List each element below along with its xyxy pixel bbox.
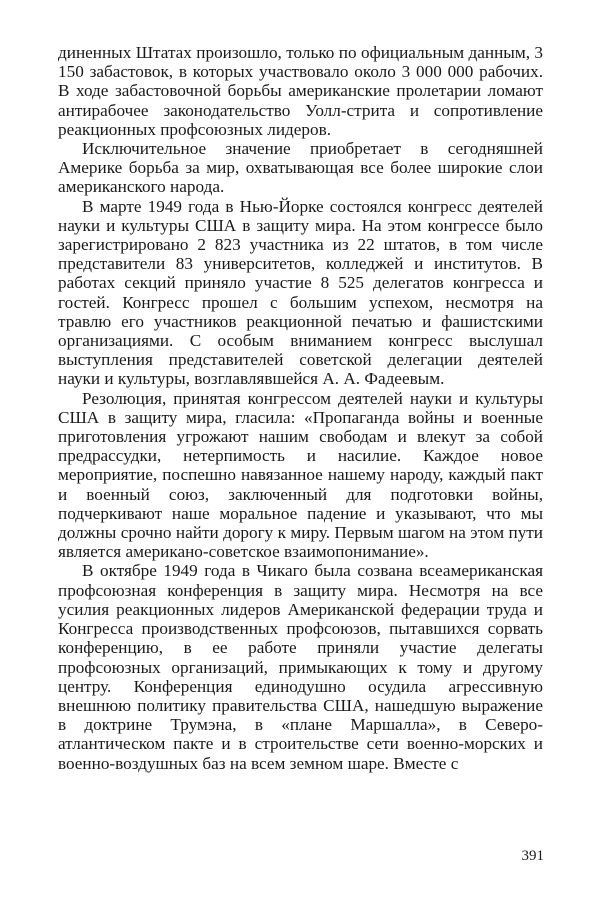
paragraph-chicago-conference: В октябре 1949 года в Чикаго была созвана всеамериканская профсоюзная конференция в защиту мира. Несмотря на все усилия реакционных лидеров Американской федерации труда и Конгресса производственных профсоюзов, пытавшихся сорвать конференцию, в ее работе приняли участие делегаты профсоюзных организаций, примыкающих к тому и другому центру. Конференция единодушно осудила агрессивную внешнюю политику правительства США, нашедшую выражение в доктрине Трумэна, в «плане Маршалла», в Северо-атлантическом пакте и в строительстве сети военно-морских и военно-воздушных баз на всем земном шаре. Вместе с bbox=[58, 561, 543, 773]
paragraph-strikes: диненных Штатах произошло, только по официальным данным, 3 150 забастовок, в которых участвовало около 3 000 000 рабочих. В ходе забастовочной борьбы американские пролетарии ломают антирабочее законодательство Уолл-стрита и сопротивление реакционных профсоюзных лидеров. bbox=[58, 43, 543, 139]
paragraph-resolution: Резолюция, принятая конгрессом деятелей науки и культуры США в защиту мира, гласила: «Пропаганда войны и военные приготовления угрожают нашим свободам и влекут за собой предрассудки, нетерпимость и насилие. Каждое новое мероприятие, поспешно навязанное нашему народу, каждый пакт и военный союз, заключенный для подготовки войны, подчеркивают наше моральное падение и указывают, что мы должны срочно найти дорогу к миру. Первым шагом на этом пути является американо-советское взаимопонимание». bbox=[58, 388, 543, 562]
text-column bbox=[58, 43, 543, 773]
paragraph-peace-struggle: Исключительное значение приобретает в сегодняшней Америке борьба за мир, охватывающая все более широкие слои американского народа. bbox=[58, 139, 543, 197]
paragraph-congress-new-york: В марте 1949 года в Нью-Йорке состоялся конгресс деятелей науки и культуры США в защиту мира. На этом конгрессе было зарегистрировано 2 823 участника из 22 штатов, в том числе представители 83 университетов, колледжей и институтов. В работах секций приняло участие 8 525 делегатов конгресса и гостей. Конгресс прошел с большим успехом, несмотря на травлю его участников реакционной печатью и фашистскими организациями. С особым вниманием конгресс выслушал выступления представителей советской делегации деятелей науки и культуры, возглавлявшейся А. А. Фадеевым. bbox=[58, 196, 543, 389]
page-number: 391 bbox=[521, 848, 544, 864]
